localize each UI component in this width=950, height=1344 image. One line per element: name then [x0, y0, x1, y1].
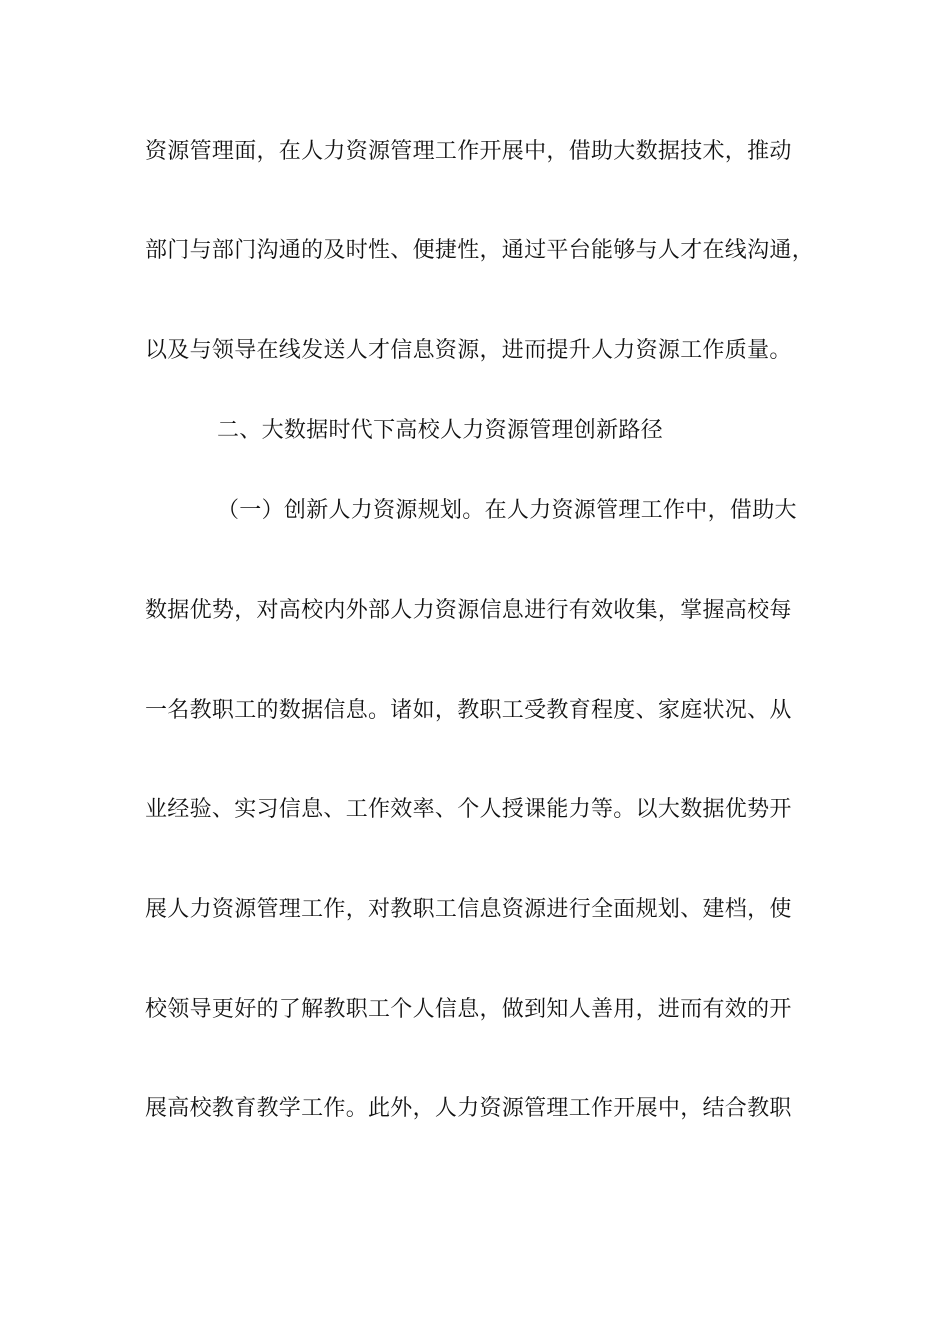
paragraph-line: 以及与领导在线发送人才信息资源，进而提升人力资源工作质量。 — [145, 338, 792, 363]
section-heading: 二、大数据时代下高校人力资源管理创新路径 — [217, 418, 664, 443]
subsection-heading-line: （一）创新人力资源规划。在人力资源管理工作中，借助大 — [217, 498, 797, 523]
paragraph-line: 业经验、实习信息、工作效率、个人授课能力等。以大数据优势开 — [145, 797, 792, 822]
paragraph-line: 数据优势，对高校内外部人力资源信息进行有效收集，掌握高校每 — [145, 598, 792, 623]
paragraph-line: 展高校教育教学工作。此外，人力资源管理工作开展中，结合教职 — [145, 1096, 792, 1121]
paragraph-line: 一名教职工的数据信息。诸如，教职工受教育程度、家庭状况、从 — [145, 698, 792, 723]
paragraph-line: 资源管理面，在人力资源管理工作开展中，借助大数据技术，推动 — [145, 139, 792, 164]
paragraph-line: 部门与部门沟通的及时性、便捷性，通过平台能够与人才在线沟通， — [145, 238, 815, 263]
paragraph-line: 校领导更好的了解教职工个人信息，做到知人善用，进而有效的开 — [145, 997, 792, 1022]
paragraph-line: 展人力资源管理工作，对教职工信息资源进行全面规划、建档，使 — [145, 897, 792, 922]
